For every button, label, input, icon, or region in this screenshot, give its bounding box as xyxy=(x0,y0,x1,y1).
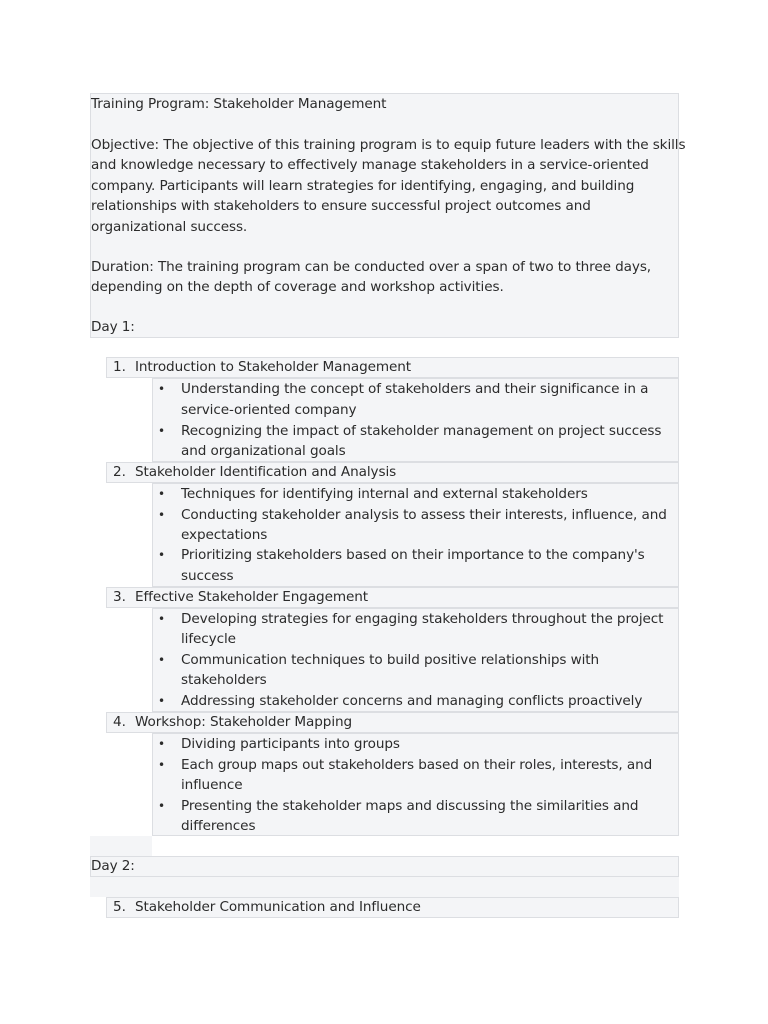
bullet-marker: • xyxy=(158,548,166,562)
bullet-marker: • xyxy=(158,737,166,751)
objective-line: relationships with stakeholders to ensure successful project outcomes and xyxy=(91,198,591,214)
bullet-marker: • xyxy=(158,487,166,501)
bullet-text: Techniques for identifying internal and external stakeholders xyxy=(181,486,588,502)
bullet-marker: • xyxy=(158,758,166,772)
section-title: Stakeholder Communication and Influence xyxy=(135,899,421,915)
bullet-text: Recognizing the impact of stakeholder management on project success xyxy=(181,423,662,439)
day2-block xyxy=(90,856,679,877)
objective-line: and knowledge necessary to effectively manage stakeholders in a service-oriented xyxy=(91,157,649,173)
section-title: Stakeholder Identification and Analysis xyxy=(135,464,397,480)
bullet-marker: • xyxy=(158,612,166,626)
bullet-marker: • xyxy=(158,653,166,667)
objective-line: company. Participants will learn strategies for identifying, engaging, and building xyxy=(91,178,635,194)
document-title: Training Program: Stakeholder Management xyxy=(91,96,387,112)
section-title: Workshop: Stakeholder Mapping xyxy=(135,714,353,730)
day2-label: Day 2: xyxy=(91,858,135,874)
bullet-text: and organizational goals xyxy=(181,443,346,459)
bullet-text: differences xyxy=(181,818,256,834)
bullet-text: Addressing stakeholder concerns and managing conflicts proactively xyxy=(181,693,643,709)
bullet-text: Developing strategies for engaging stakeholders throughout the project xyxy=(181,611,664,627)
bullet-text: lifecycle xyxy=(181,631,236,647)
bullet-text: expectations xyxy=(181,527,268,543)
objective-line: Objective: The objective of this training program is to equip future leaders with the skills xyxy=(91,137,686,153)
bullet-text: Conducting stakeholder analysis to assess their interests, influence, and xyxy=(181,507,667,523)
spacer-shading xyxy=(90,836,152,856)
section-number: 4. xyxy=(113,714,126,730)
bullet-text: stakeholders xyxy=(181,672,267,688)
bullet-marker: • xyxy=(158,694,166,708)
section-title: Effective Stakeholder Engagement xyxy=(135,589,368,605)
bullet-text: Communication techniques to build positive relationships with xyxy=(181,652,600,668)
bullet-marker: • xyxy=(158,424,166,438)
bullet-text: Dividing participants into groups xyxy=(181,736,400,752)
duration-line: depending on the depth of coverage and workshop activities. xyxy=(91,279,504,295)
bullet-text: Understanding the concept of stakeholders and their significance in a xyxy=(181,381,649,397)
duration-line: Duration: The training program can be conducted over a span of two to three days, xyxy=(91,259,652,275)
section-number: 1. xyxy=(113,359,126,375)
bullet-text: success xyxy=(181,568,234,584)
bullet-marker: • xyxy=(158,799,166,813)
objective-line: organizational success. xyxy=(91,219,248,235)
section-number: 5. xyxy=(113,899,126,915)
section-title: Introduction to Stakeholder Management xyxy=(135,359,412,375)
bullet-text: service-oriented company xyxy=(181,402,357,418)
bullet-text: Each group maps out stakeholders based on their roles, interests, and xyxy=(181,757,653,773)
day1-label: Day 1: xyxy=(91,319,135,335)
spacer-shading xyxy=(90,877,679,897)
bullet-text: Presenting the stakeholder maps and discussing the similarities and xyxy=(181,798,639,814)
bullet-marker: • xyxy=(158,382,166,396)
bullet-marker: • xyxy=(158,508,166,522)
bullet-text: Prioritizing stakeholders based on their importance to the company's xyxy=(181,547,645,563)
section-number: 3. xyxy=(113,589,126,605)
section-number: 2. xyxy=(113,464,126,480)
bullet-text: influence xyxy=(181,777,243,793)
